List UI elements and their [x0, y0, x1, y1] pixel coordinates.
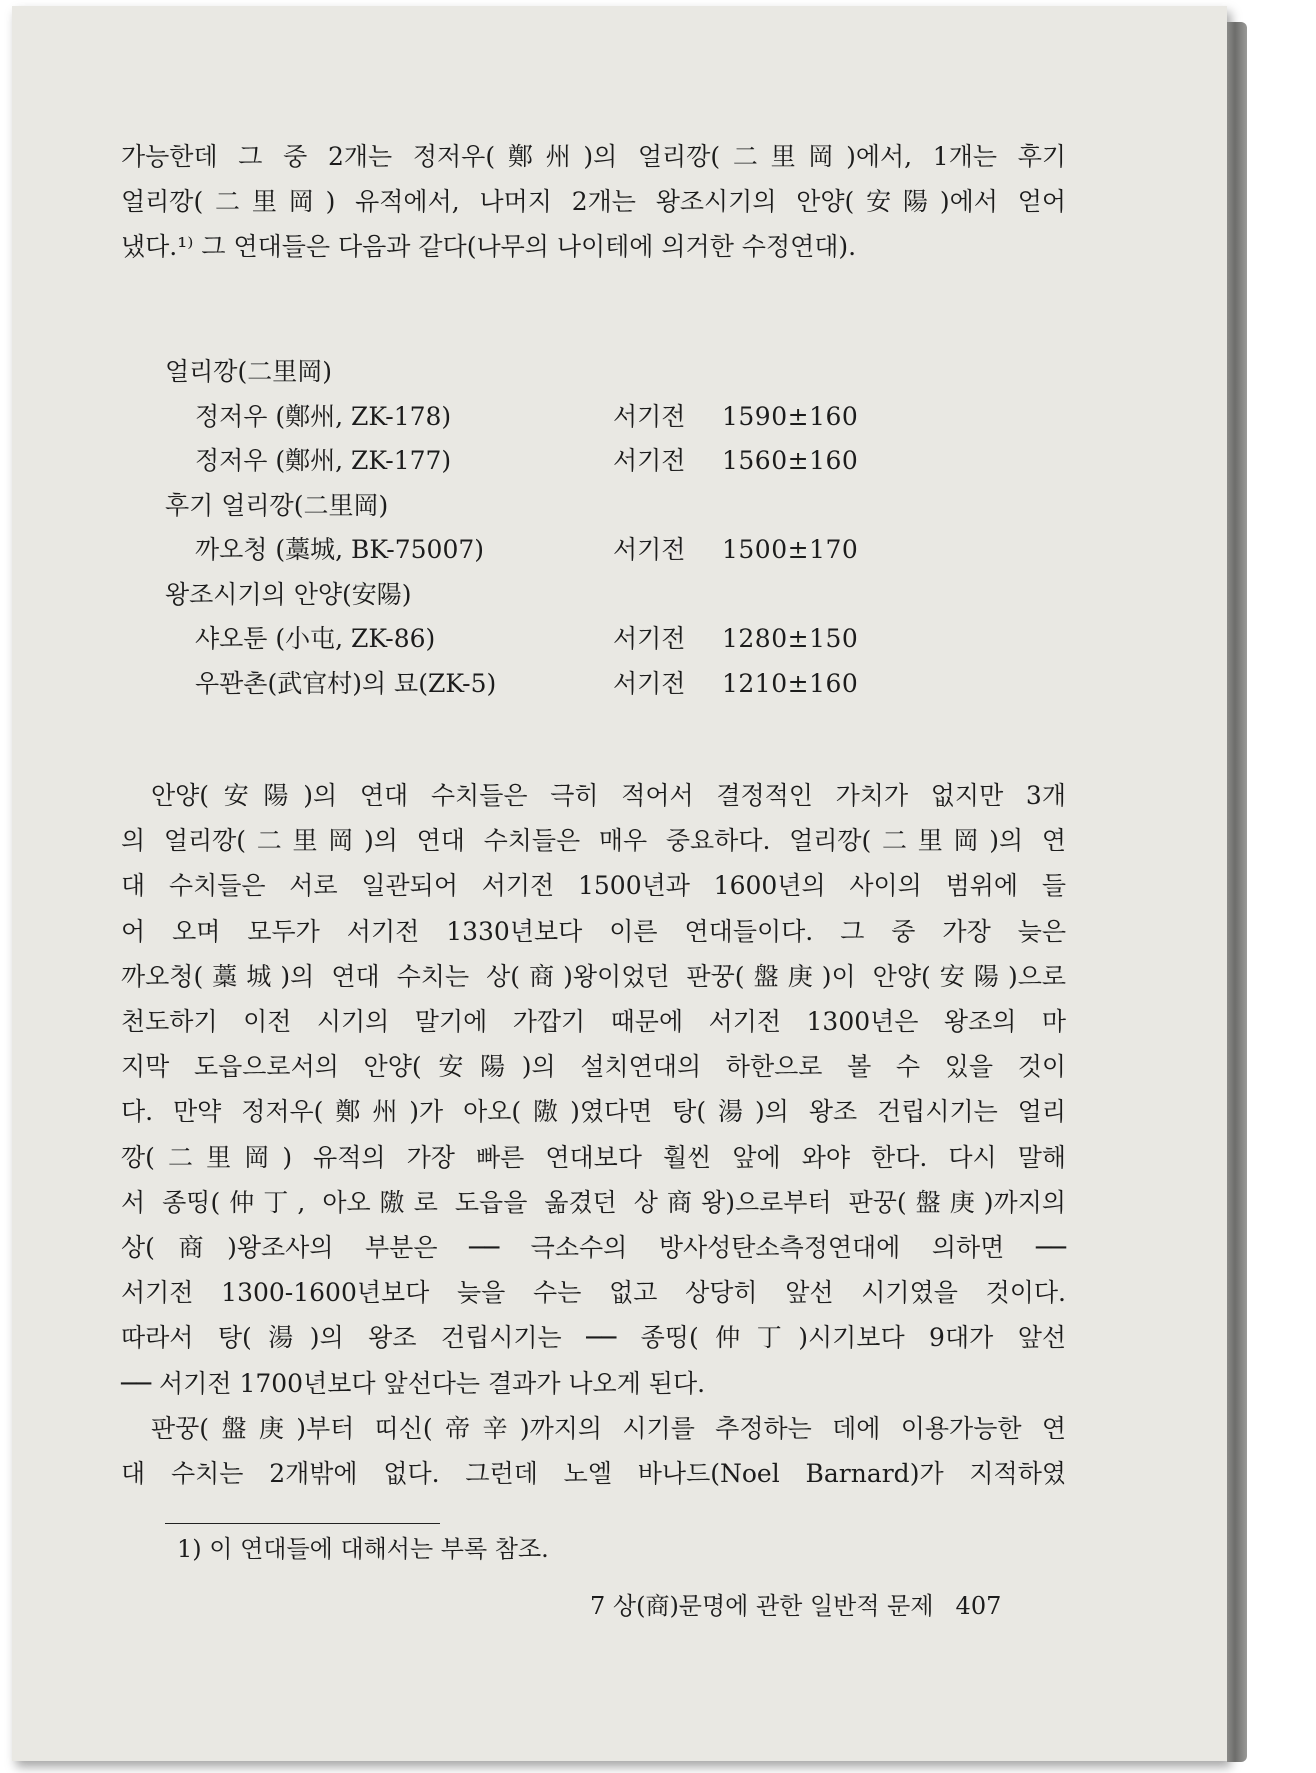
table-row — [165, 439, 865, 484]
group-label: 얼리깡(二里岡) — [165, 357, 332, 386]
table-group-row — [165, 350, 865, 395]
table-row — [165, 662, 865, 707]
sample-site: 까오청 (藁城, BK-75007) — [195, 535, 485, 564]
text-line: 다. 만약 정저우(鄭州)가 아오(隞)였다면 탕(湯)의 왕조 건립시기는 얼리 — [121, 1097, 1066, 1127]
intro-line: 냈다.¹⁾ 그 연대들은 다음과 같다(나무의 나이테에 의거한 수정연대). — [121, 232, 857, 262]
footnote: 1) 이 연대들에 대해서는 부록 참조. — [177, 1535, 549, 1563]
sample-site: 샤오툰 (小屯, ZK-86) — [195, 624, 436, 653]
text-line: 서기전 1300-1600년보다 늦을 수는 없고 상당히 앞선 시기였을 것이다. — [121, 1278, 1066, 1308]
sample-site: 우꽌촌(武官村)의 묘(ZK-5) — [195, 668, 497, 698]
table-row — [165, 617, 865, 662]
text-line: 깡(二里岡) 유적의 가장 빠른 연대보다 훨씬 앞에 와야 한다. 다시 말해 — [121, 1142, 1066, 1172]
sample-date: 1500±170 — [722, 535, 859, 564]
sample-date: 1210±160 — [722, 668, 859, 698]
sample-era: 서기전 — [613, 668, 686, 698]
intro-text — [121, 134, 1066, 270]
page-edge — [1227, 22, 1247, 1762]
text-line: 상(商)왕조사의 부분은 ── 극소수의 방사성탄소측정연대에 의하면 ── — [121, 1233, 1066, 1263]
text-line: 천도하기 이전 시기의 말기에 가깝기 때문에 서기전 1300년은 왕조의 마 — [121, 1007, 1066, 1037]
text-line: 판꿍(盤庚)부터 띠신(帝辛)까지의 시기를 추정하는 데에 이용가능한 연 — [151, 1413, 1066, 1443]
sample-date: 1280±150 — [722, 624, 859, 653]
group-label: 후기 얼리깡(二里岡) — [165, 490, 389, 520]
running-footer — [590, 1586, 1001, 1626]
intro-line: 얼리깡(二里岡) 유적에서, 나머지 2개는 왕조시기의 안양(安陽)에서 얻어 — [121, 187, 1066, 217]
table-group-row — [165, 484, 865, 529]
page-number: 407 — [955, 1592, 1002, 1620]
sample-era: 서기전 — [613, 446, 686, 475]
table-group-row — [165, 573, 865, 618]
chapter-title: 7 상(商)문명에 관한 일반적 문제 — [590, 1592, 934, 1620]
text-line: 어 오며 모두가 서기전 1330년보다 이른 연대들이다. 그 중 가장 늦은 — [121, 916, 1066, 946]
intro-line: 가능한데 그 중 2개는 정저우(鄭州)의 얼리깡(二里岡)에서, 1개는 후기 — [121, 142, 1066, 171]
footnote-rule — [165, 1523, 440, 1524]
sample-era: 서기전 — [613, 535, 686, 564]
body-text — [121, 773, 1066, 1496]
table-row — [165, 528, 865, 573]
text-line: 따라서 탕(湯)의 왕조 건립시기는 ── 종띵(仲丁)시기보다 9대가 앞선 — [121, 1323, 1066, 1353]
sample-date: 1560±160 — [722, 446, 859, 475]
radiocarbon-dates-table — [165, 350, 865, 706]
group-label: 왕조시기의 안양(安陽) — [165, 579, 412, 609]
sample-site: 정저우 (鄭州, ZK-178) — [195, 401, 452, 431]
text-line: 대 수치들은 서로 일관되어 서기전 1500년과 1600년의 사이의 범위에 들 — [121, 871, 1066, 901]
paragraph-2 — [121, 1406, 1066, 1496]
text-line: 지막 도읍으로서의 안양(安陽)의 설치연대의 하한으로 볼 수 있을 것이 — [121, 1052, 1066, 1082]
text-line: 의 얼리깡(二里岡)의 연대 수치들은 매우 중요하다. 얼리깡(二里岡)의 연 — [121, 826, 1066, 856]
text-line: 서 종띵(仲丁, 아오隞로 도읍을 옮겼던 상商왕)으로부터 판꿍(盤庚)까지의 — [121, 1187, 1066, 1217]
text-line: 까오청(藁城)의 연대 수치는 상(商)왕이었던 판꿍(盤庚)이 안양(安陽)으로 — [121, 961, 1066, 991]
sample-site: 정저우 (鄭州, ZK-177) — [195, 446, 452, 475]
table-row — [165, 395, 865, 440]
text-line: 대 수치는 2개밖에 없다. 그런데 노엘 바나드(Noel Barnard)가 지적하였 — [121, 1459, 1066, 1489]
sample-date: 1590±160 — [722, 401, 859, 431]
text-line: ── 서기전 1700년보다 앞선다는 결과가 나오게 된다. — [121, 1368, 706, 1398]
sample-era: 서기전 — [613, 401, 686, 431]
paragraph-1 — [121, 773, 1066, 1406]
text-line: 안양(安陽)의 연대 수치들은 극히 적어서 결정적인 가치가 없지만 3개 — [151, 781, 1066, 810]
sample-era: 서기전 — [613, 624, 686, 653]
